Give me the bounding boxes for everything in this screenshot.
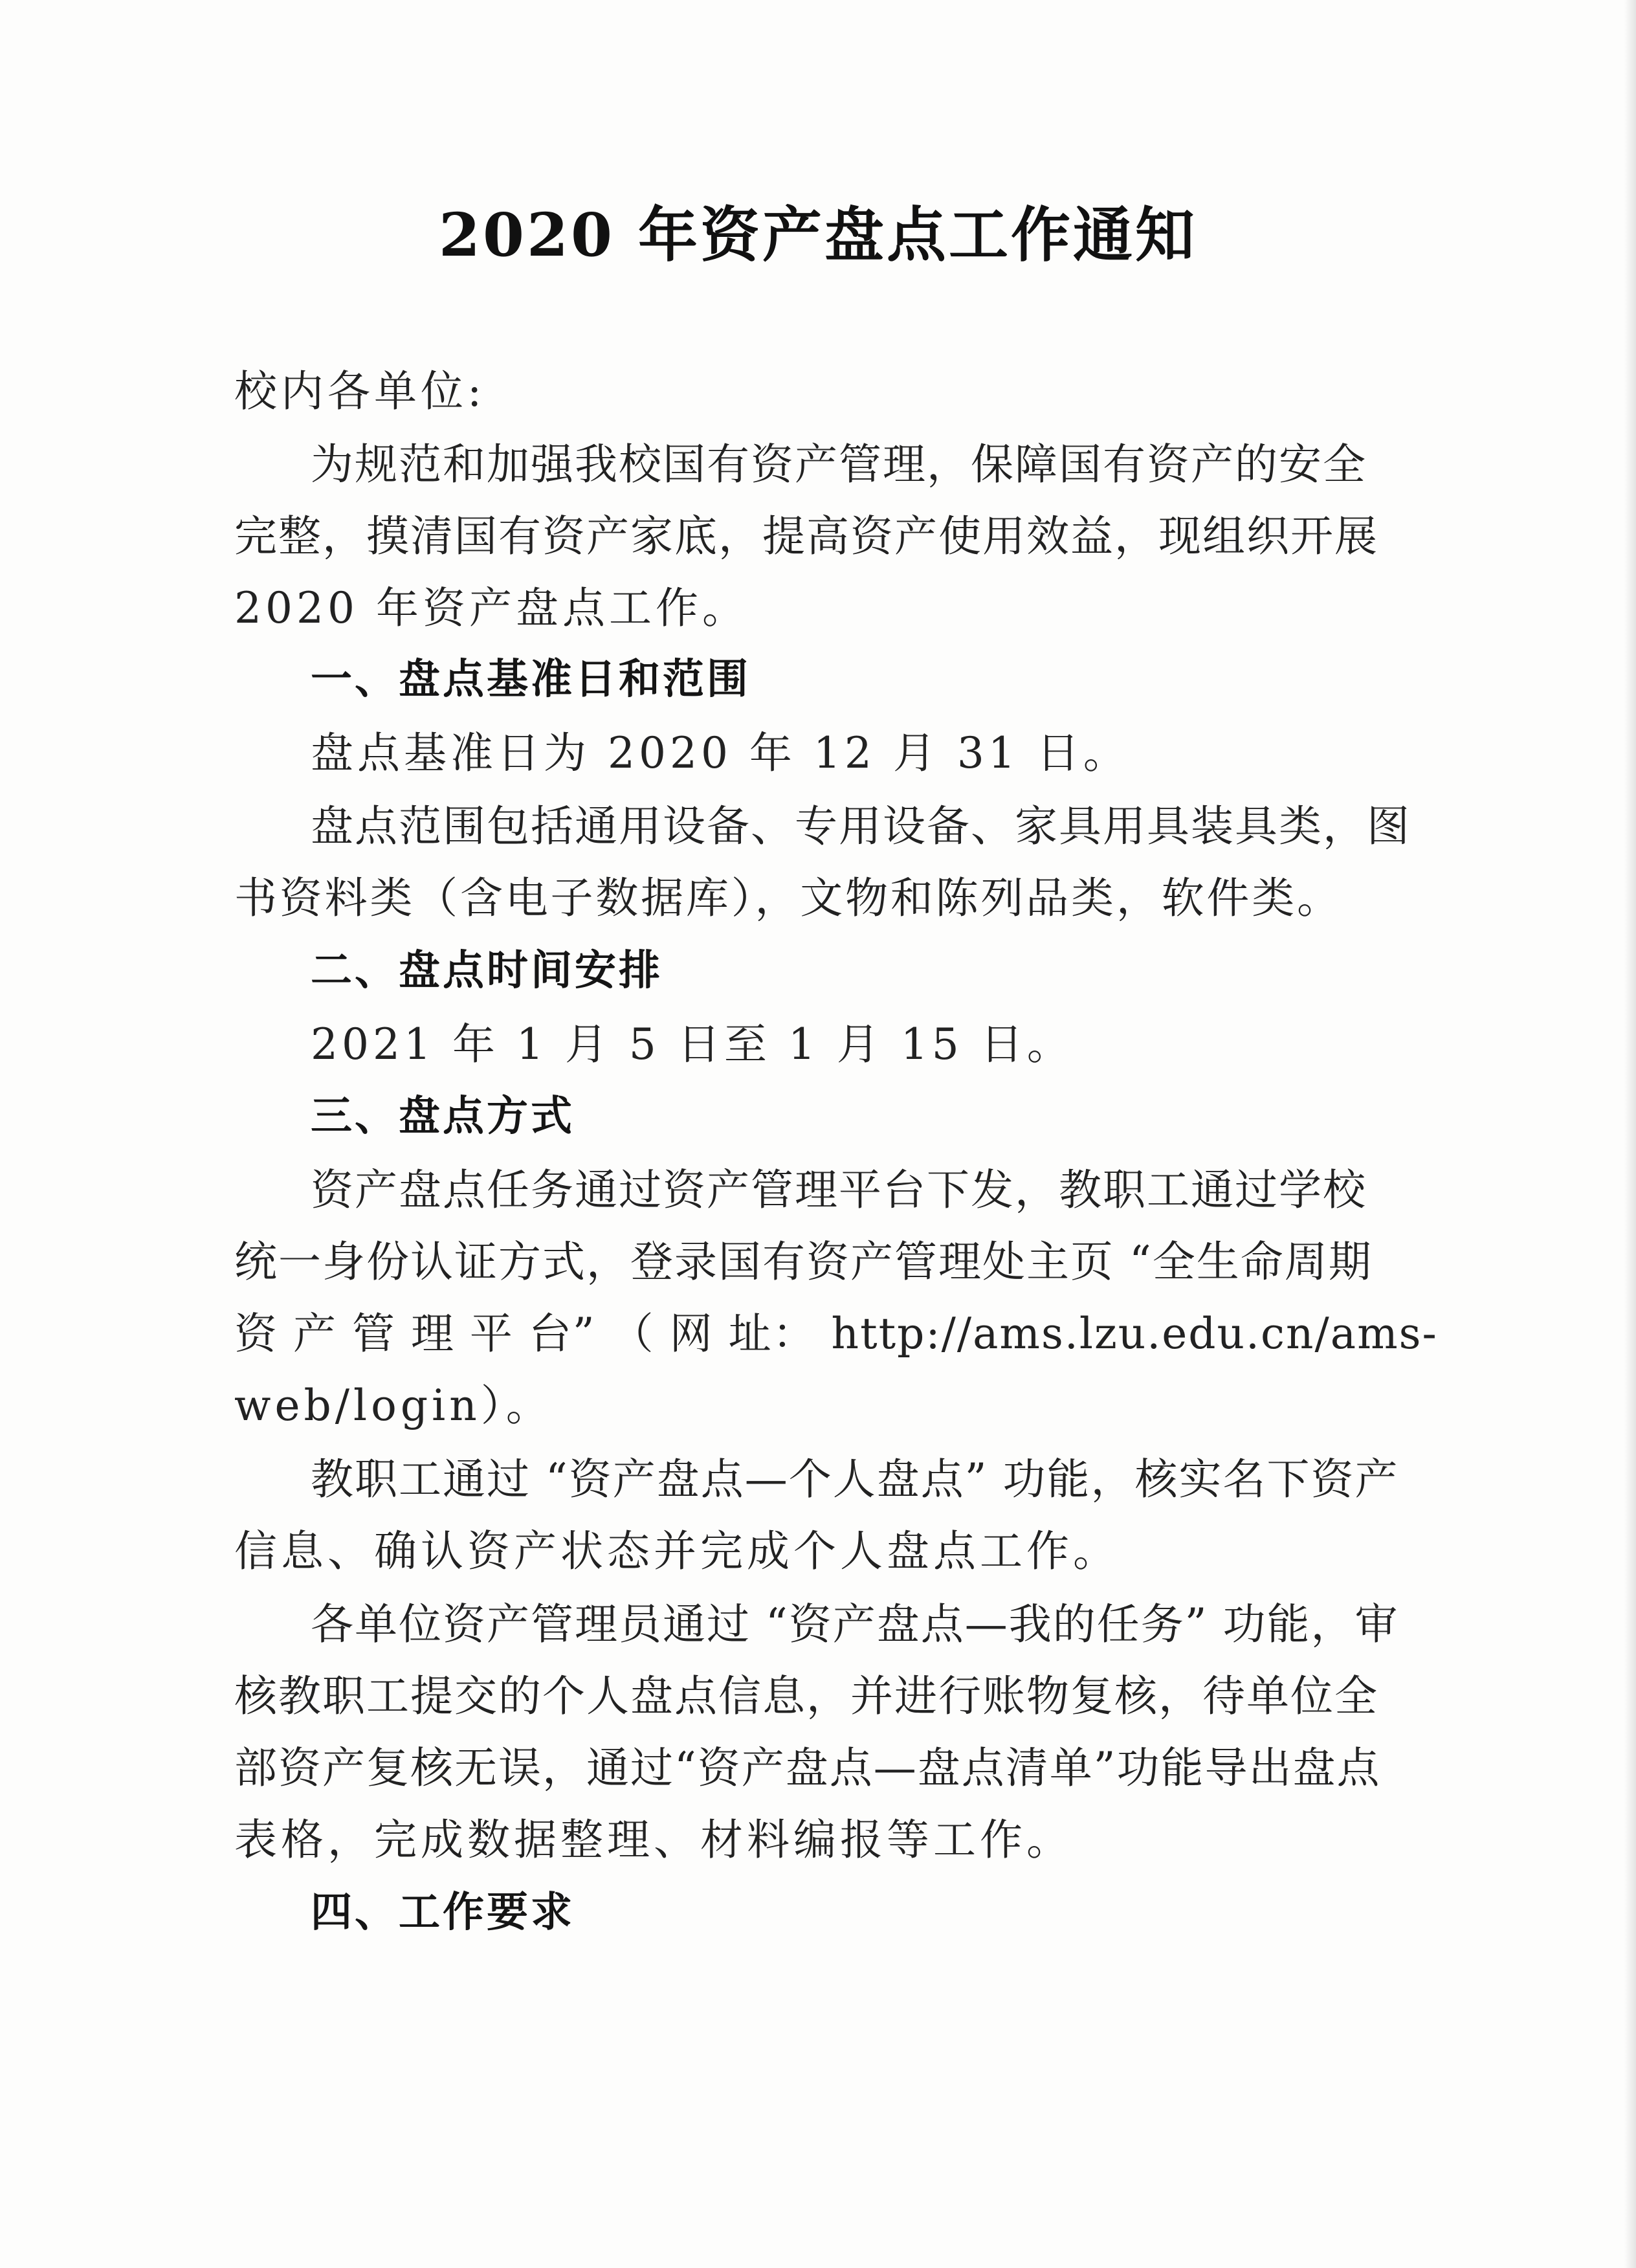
section-3-p3-line-4: 表格，完成数据整理、材料编报等工作。: [234, 1815, 1073, 1865]
section-3-p1-line-3: 资 产 管 理 平 台” （ 网 址： http://ams.lzu.edu.cn/ams-: [234, 1309, 1438, 1359]
section-1-scope-line-2: 书资料类（含电子数据库），文物和陈列品类，软件类。: [234, 873, 1341, 923]
section-3-p1-line-4: web/login）。: [234, 1381, 553, 1430]
scan-edge-shadow: [1624, 0, 1636, 2268]
section-4-heading: 四、工作要求: [311, 1889, 575, 1937]
intro-line-3: 2020 年资产盘点工作。: [234, 583, 749, 633]
section-3-p1-line-1: 资产盘点任务通过资产管理平台下发，教职工通过学校: [311, 1165, 1367, 1215]
salutation: 校内各单位:: [234, 366, 486, 416]
section-3-heading: 三、盘点方式: [311, 1093, 575, 1140]
section-3-p3-line-1: 各单位资产管理员通过 “资产盘点—我的任务” 功能，审: [311, 1599, 1399, 1649]
section-3-p2-line-2: 信息、确认资产状态并完成个人盘点工作。: [234, 1526, 1120, 1576]
section-3-p3-line-3: 部资产复核无误，通过“资产盘点—盘点清单”功能导出盘点: [234, 1743, 1381, 1793]
section-1-heading: 一、盘点基准日和范围: [311, 656, 751, 704]
section-1-scope-line-1: 盘点范围包括通用设备、专用设备、家具用具装具类，图: [311, 801, 1411, 851]
section-2-heading: 二、盘点时间安排: [311, 947, 663, 995]
intro-line-1: 为规范和加强我校国有资产管理，保障国有资产的安全: [311, 439, 1367, 489]
section-1-base-date: 盘点基准日为 2020 年 12 月 31 日。: [311, 728, 1130, 778]
section-3-p2-line-1: 教职工通过 “资产盘点—个人盘点” 功能，核实名下资产: [311, 1454, 1399, 1504]
section-3-p1-line-2: 统一身份认证方式，登录国有资产管理处主页 “全生命周期: [234, 1237, 1373, 1287]
section-3-p3-line-2: 核教职工提交的个人盘点信息，并进行账物复核，待单位全: [234, 1671, 1378, 1721]
document-title: 2020 年资产盘点工作通知: [438, 200, 1198, 270]
intro-line-2: 完整，摸清国有资产家底，提高资产使用效益，现组织开展: [234, 511, 1378, 561]
section-2-schedule: 2021 年 1 月 5 日至 1 月 15 日。: [311, 1019, 1074, 1069]
